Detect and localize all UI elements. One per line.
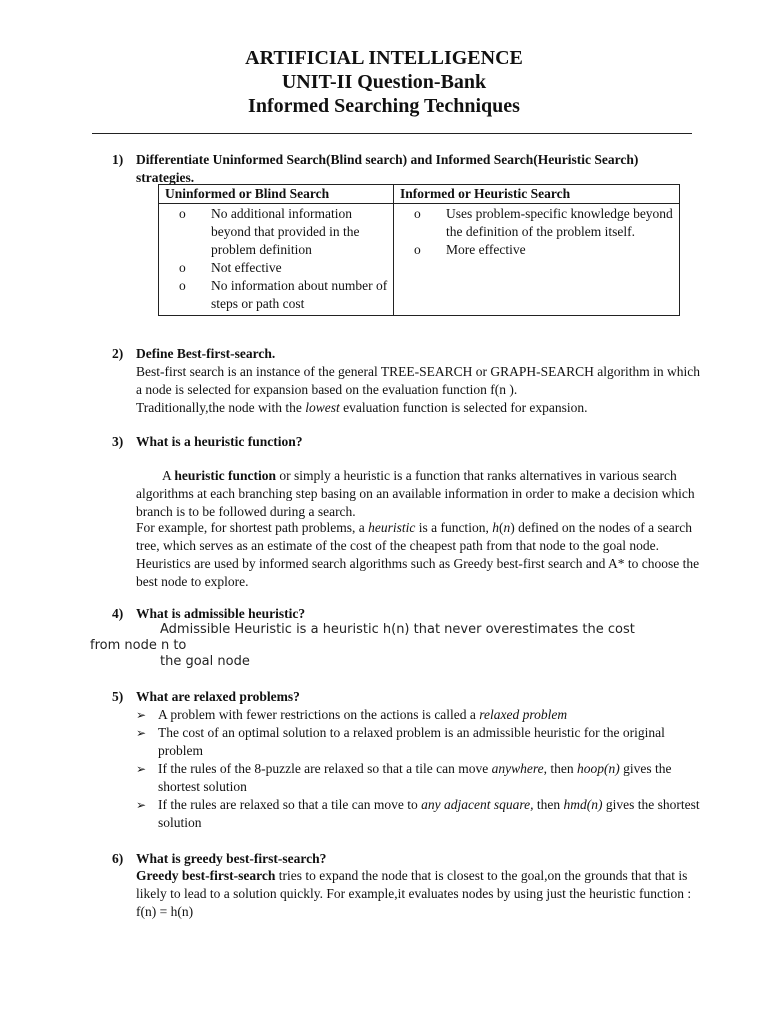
question-number: 4) [112, 606, 124, 621]
comparison-table [158, 184, 680, 316]
question-text: What is a heuristic function? [136, 434, 303, 449]
list-item: o More effective [414, 242, 526, 257]
title-divider [92, 133, 692, 134]
list-item: ➢ The cost of an optimal solution to a relaxed problem is an admissible heuristic for the original problem [136, 725, 665, 758]
arrow-bullet-icon: ➢ [136, 708, 147, 722]
question-text: What is greedy best-first-search? [136, 851, 327, 866]
question-number: 6) [112, 851, 124, 866]
table-header-uninformed: Uninformed or Blind Search [159, 185, 394, 204]
arrow-bullet-icon: ➢ [136, 798, 147, 812]
question-text: Differentiate Uninformed Search(Blind search) and Informed Search(Heuristic Search) strategies. [136, 152, 639, 185]
question-text: What is admissible heuristic? [136, 606, 306, 621]
title-line-1: ARTIFICIAL INTELLIGENCE [245, 47, 523, 69]
table-cell-informed [394, 204, 680, 316]
table-header-informed: Informed or Heuristic Search [394, 185, 680, 204]
question-number: 1) [112, 152, 124, 167]
arrow-bullet-icon: ➢ [136, 726, 147, 740]
list-item: o No information about number of steps or path cost [179, 278, 388, 311]
answer-paragraph: Greedy best-first-search tries to expand the node that is closest to the goal,on the grounds that that is likely to lead to a solution quickly. For example,it evaluates nodes by using just the heuristic function : f(n) = h(n) [136, 868, 692, 919]
answer-paragraph: A heuristic function or simply a heuristic is a function that ranks alternatives in various search algorithms at each branching step basing on an available information in order to make a decision which branch is to be followed during a search. [136, 468, 695, 519]
list-item: o Not effective [179, 260, 282, 275]
document-title [0, 46, 768, 118]
list-item: ➢ If the rules of the 8-puzzle are relaxed so that a tile can move anywhere, then hoop(n) gives the shortest solution [136, 761, 672, 794]
question-text: What are relaxed problems? [136, 689, 300, 704]
answer-paragraph: For example, for shortest path problems, a heuristic is a function, h(n) defined on the nodes of a search tree, which serves as an estimate of the cost of the cheapest path from that node to the goal node. Heuristics are used by informed search algorithms such as Greedy best-first search and A* to choose the best node to explore. [136, 520, 700, 589]
arrow-bullet-icon: ➢ [136, 762, 147, 776]
list-item: o No additional information beyond that provided in the problem definition [179, 206, 360, 257]
answer-line: from node n to [90, 638, 187, 653]
relaxed-problems-list [136, 706, 706, 832]
answer-paragraph: Best-first search is an instance of the general TREE-SEARCH or GRAPH-SEARCH algorithm in which a node is selected for expansion based on the evaluation function f(n ). Traditionally,the node with the lowest evaluation function is selected for expansion. [136, 364, 701, 415]
answer-line: the goal node [160, 654, 250, 669]
list-item: ➢ If the rules are relaxed so that a tile can move to any adjacent square, then hmd(n) gives the shortest solution [136, 797, 700, 830]
answer-line: Admissible Heuristic is a heuristic h(n) that never overestimates the cost [160, 622, 635, 637]
question-text: Define Best-first-search. [136, 346, 276, 361]
table-cell-uninformed [159, 204, 394, 316]
list-item: o Uses problem-specific knowledge beyond the definition of the problem itself. [414, 206, 673, 239]
title-line-2: UNIT-II Question-Bank [281, 71, 487, 93]
question-number: 3) [112, 434, 124, 449]
list-item: ➢ A problem with fewer restrictions on the actions is called a relaxed problem [136, 707, 568, 722]
question-number: 5) [112, 689, 124, 704]
question-number: 2) [112, 346, 124, 361]
title-line-3: Informed Searching Techniques [248, 95, 520, 117]
